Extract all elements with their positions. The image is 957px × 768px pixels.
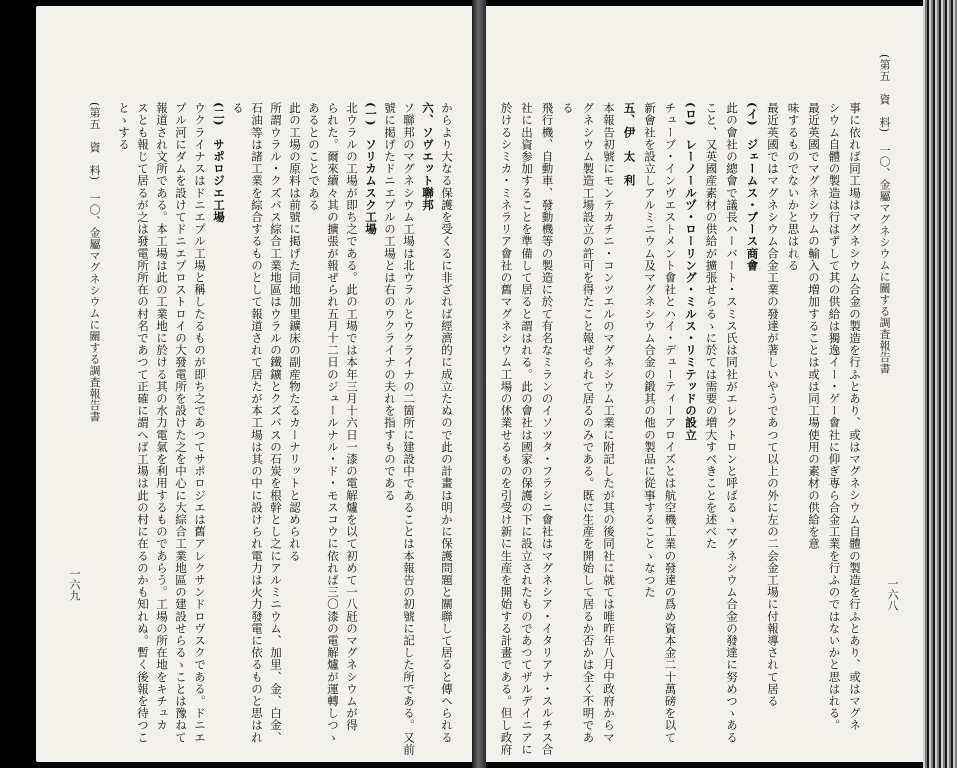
right-page bbox=[486, 6, 923, 762]
text-column: (一) ソリカムスク工場 bbox=[364, 102, 378, 236]
text-column: からより大なる保護を受くるに非ざれば經濟的に成立たぬので此の計畫は明かに保護問題と關聯して居ると傳へられる bbox=[440, 102, 454, 744]
right-running-head: (第五 資 料) 一〇、金屬マグネシウムに關する調査報告書 bbox=[878, 54, 891, 375]
right-page-number: 一六八 bbox=[886, 578, 899, 611]
text-column: 味するものでないかと思はれる bbox=[786, 102, 801, 272]
text-column: ウクライナスはドニエプル工場と稱したるものが即ち之であつてサポロジエは舊アレクサンドロヴスクである。ドニエ bbox=[193, 102, 207, 744]
text-column: チューブ・インヴエストメント會社とハイ・デューティーアロイズとは航空機工業の發達の爲め資本金二十萬磅を以て bbox=[663, 102, 678, 744]
text-column: 此の工場の原料は前號に掲げた同地加里鑛床の副産物たるカーナリットと認められる bbox=[288, 102, 302, 562]
text-column: 新會社を設立しアルミニウム及マグネシウム合金の鍛其の他の製品に從事することゝなつた bbox=[643, 102, 657, 599]
text-column: シウム自體の製造は行はずして其の供給は獨逸イー・ゲー會社に仰ぎ専ら合金工業を行ふのではないかと思はれる。 bbox=[827, 102, 842, 732]
text-column: 所謂ウラル・クズバス綜合工業地區はウラルの鐵鑛とクズバスの石炭を根幹とし之にアルミニウム、加里、金、白金、 bbox=[269, 102, 283, 744]
text-column: あるとのことである bbox=[307, 102, 321, 211]
text-column: (ロ) レーノールヅ・ローリング・ミルス・リミテッドの設立 bbox=[684, 102, 698, 441]
text-column: とゝする bbox=[117, 102, 131, 151]
text-column: る bbox=[231, 102, 245, 115]
text-column: 事に依れば同工場はマグネシウム合金の製造を行ふとあり、或はマグネシウム自體の製造を行ふとあり、或はマグネ bbox=[848, 102, 862, 732]
text-column: 本報告初號にモンテカチニ・コンツエルのマグネシウム工業に附記したが其の後同社に就ては唯昨年八月中政府からマ bbox=[602, 102, 616, 744]
left-page bbox=[36, 6, 472, 762]
text-column: 飛行機、自動車、發動機等の製造に於て有名なミランのイソツタ・フラシニ會社はマグネシア・イタリアナ・スルチス合 bbox=[540, 102, 555, 756]
text-column: る bbox=[561, 102, 575, 115]
text-column: 石油等は諸工業を綜合するものとして報道されて居たが本工場は其の中に設けられ電力は火力發電に依るものと思はれ bbox=[250, 102, 264, 744]
text-column: られた。爾來續々其の擴張が報ぜられ五月十二日のジュールナル・ド・モスコウに依れば三〇漆の電解爐が運轉しつゝ bbox=[326, 102, 340, 744]
text-column: グネシウム製造工場設立の許可を得たこと報ぜられて居るのみである。既に生産を開始して居るか否かは全く不明であ bbox=[581, 102, 596, 744]
text-column: (二) サポロジエ工場 bbox=[212, 102, 226, 223]
text-column: 六、ソヴエット聯邦 bbox=[421, 102, 435, 211]
left-running-head: (第五 資 料) 一〇、金屬マグネシウムに關する調査報告書 bbox=[88, 102, 101, 423]
text-column: 於けるシミカ・ミネラリア會社の舊マグネシウム工場の休業せるものを引受け新に生産を開始する計畫である。但し政府 bbox=[499, 102, 514, 756]
text-column: 此の會社の總會で議長ハーバート・スミス氏は同社がエレクトロンと呼ばるゝマグネシウム合金の發達に努めつゝある bbox=[725, 102, 739, 744]
text-column: プル河にダムを設けてドニエプロストロイの大發電所を設けた之を中心に大綜合工業地區の建設せらるゝことは豫ねて bbox=[174, 102, 188, 744]
text-column: 北ウラルの工場が即ち之である。此の工場では本年三月十六日一漆の電解爐を以て初めて一八瓩のマグネシウムが得 bbox=[345, 102, 359, 732]
text-column: こと、又英國産素材の供給が擴張せらるゝに於ては需要の増大すべきことを述べた bbox=[704, 102, 719, 550]
text-column: スとも報じて居るが之は發電所所在の村名であつて正確に謂へば工場は此の村に在るのかも知れぬ。暫く後報を待つこ bbox=[136, 102, 150, 744]
text-column: 號に掲げたドニエプルの工場とは右のウクライナの夫れを指すものである bbox=[383, 102, 397, 502]
book-gutter bbox=[472, 0, 486, 768]
left-page-number: 一六九 bbox=[68, 568, 81, 601]
text-column: 五、伊 太 利 bbox=[622, 102, 637, 187]
text-column: 社に出資参加することを準備して居ると謂はれる。此の會社は國家の保護の下に設立されたものであつてザルデイニアに bbox=[520, 102, 534, 756]
text-column: 最近英國ではマグネシウム合金工業の發達が著しいやうであつて以上の外に左の二会金工場に付報導されて居る bbox=[766, 102, 780, 707]
text-column: (イ) ジェームス・ブース商會 bbox=[745, 102, 760, 272]
text-column: 最近英國でマグネシウムの輸入の増加することは或は同工場使用の素材の供給を意 bbox=[807, 102, 821, 550]
page-edges bbox=[923, 0, 957, 768]
text-column: 報道され文所である。本工場は此の工業地に於ける其の水力電氣を利用するものであらう。工場の所在地をキチュカ bbox=[155, 102, 169, 732]
text-column: ソ聯邦のマグネシウム工場は北ウラルとウクライナの二箇所に建設中であることは本報告の初號に記した所である。又前 bbox=[402, 102, 416, 756]
